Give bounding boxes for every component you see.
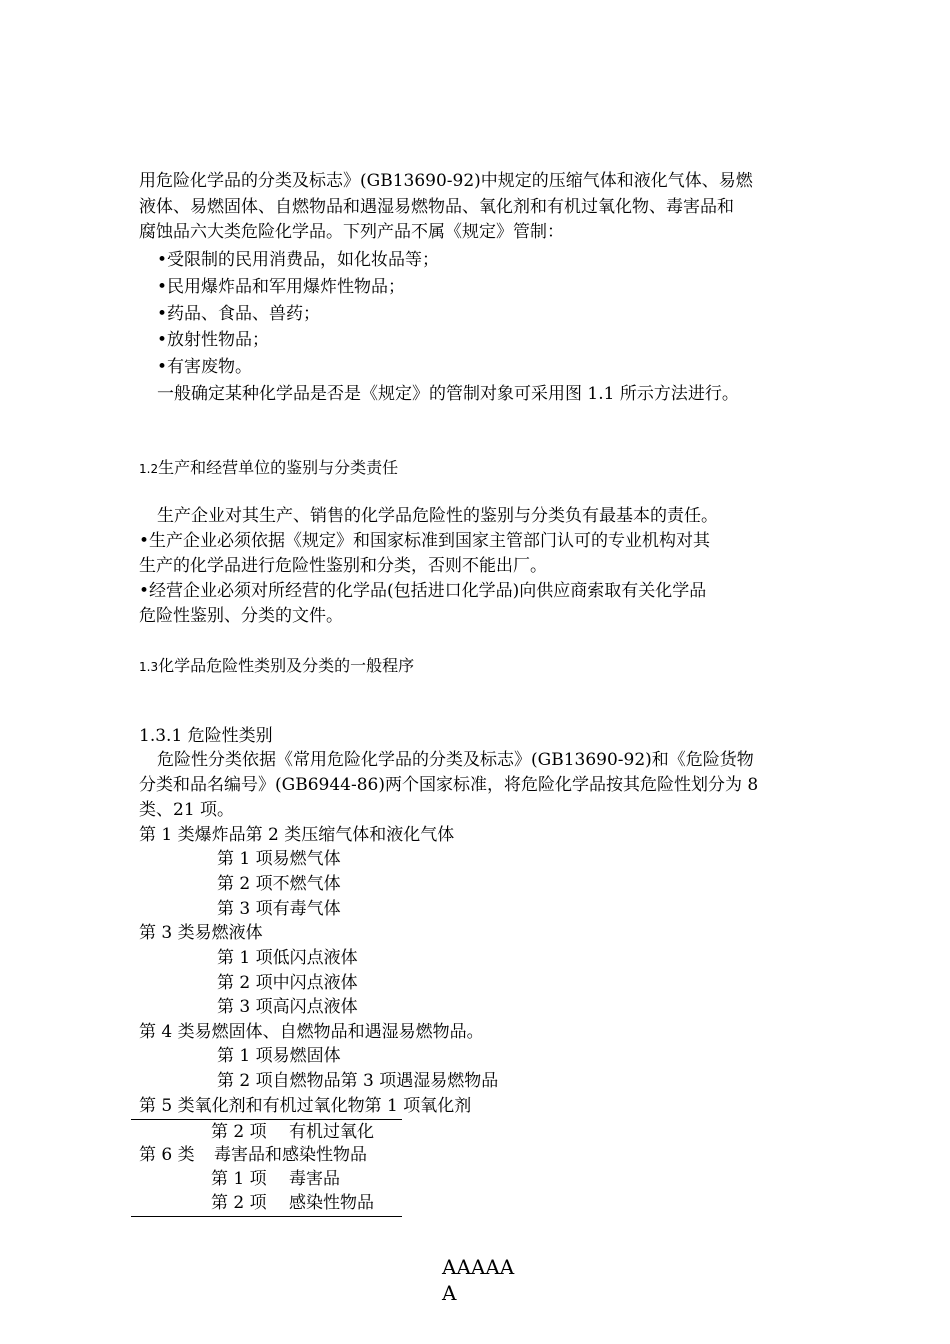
intro-line-2: 液体、易燃固体、自燃物品和遇湿易燃物品、氧化剂和有机过氧化物、毒害品和	[139, 197, 734, 217]
section-1-2-number: 1.2	[139, 462, 159, 476]
class-4-item-2-3: 第 2 项自燃物品第 3 项遇湿易燃物品	[217, 1071, 499, 1091]
class-6-item-2-name: 感染性物品	[289, 1193, 374, 1213]
exclusion-item-4: •放射性物品；	[157, 330, 270, 350]
class-6-name: 毒害品和感染性物品	[214, 1145, 367, 1165]
class-6-item-1-label: 第 1 项	[211, 1169, 267, 1189]
intro-line-3: 腐蚀品六大类危险化学品。下列产品不属《规定》管制：	[139, 222, 564, 242]
section-1-3-heading	[139, 655, 414, 678]
exclusion-item-5: •有害废物。	[157, 357, 253, 377]
exclusion-item-2: •民用爆炸品和军用爆炸性物品；	[157, 277, 406, 297]
method-text: 一般确定某种化学品是否是《规定》的管制对象可采用图 1.1 所示方法进行。	[157, 384, 739, 404]
class-2-item-3: 第 3 项有毒气体	[217, 899, 341, 919]
section-1-2-bullet-2-line-1: •经营企业必须对所经营的化学品(包括进口化学品)向供应商索取有关化学品	[139, 581, 707, 601]
exclusion-item-3: •药品、食品、兽药；	[157, 304, 321, 324]
section-1-2-bullet-1-line-1: •生产企业必须依据《规定》和国家标准到国家主管部门认可的专业机构对其	[139, 531, 711, 551]
footer-line-2: A	[442, 1281, 457, 1305]
section-1-2-title: 生产和经营单位的鉴别与分类责任	[158, 458, 399, 477]
section-1-3-1-para-line-3: 类、21 项。	[139, 800, 235, 820]
class-2-item-2: 第 2 项不燃气体	[217, 874, 341, 894]
section-1-2-bullet-1-line-2: 生产的化学品进行危险性鉴别和分类，否则不能出厂。	[139, 556, 547, 576]
class-1-2: 第 1 类爆炸品第 2 类压缩气体和液化气体	[139, 825, 455, 845]
section-1-3-title: 化学品危险性类别及分类的一般程序	[158, 656, 415, 675]
intro-line-1: 用危险化学品的分类及标志》(GB13690-92)中规定的压缩气体和液化气体、易燃	[139, 171, 753, 191]
section-1-3-1-para-line-1: 危险性分类依据《常用危险化学品的分类及标志》(GB13690-92)和《危险货物	[157, 750, 754, 770]
class-5-item-2-name: 有机过氧化	[289, 1122, 374, 1142]
exclusion-item-1: •受限制的民用消费品，如化妆品等；	[157, 250, 440, 270]
table-bottom-rule	[131, 1216, 402, 1217]
class-5-item-2-label: 第 2 项	[211, 1122, 267, 1142]
section-1-3-1-para-line-2: 分类和品名编号》(GB6944-86)两个国家标准，将危险化学品按其危险性划分为 8	[139, 775, 759, 795]
section-1-2-heading	[139, 457, 398, 480]
class-3: 第 3 类易燃液体	[139, 923, 263, 943]
section-1-3-number: 1.3	[139, 660, 159, 674]
class-6-label: 第 6 类	[139, 1145, 195, 1165]
class-5: 第 5 类氧化剂和有机过氧化物第 1 项氧化剂	[139, 1096, 472, 1116]
class-4: 第 4 类易燃固体、自燃物品和遇湿易燃物品。	[139, 1022, 484, 1042]
table-top-rule	[131, 1119, 402, 1120]
footer-line-1: AAAAA	[442, 1255, 515, 1279]
class-6-item-2-label: 第 2 项	[211, 1193, 267, 1213]
class-6-item-1-name: 毒害品	[289, 1169, 340, 1189]
class-3-item-1: 第 1 项低闪点液体	[217, 948, 358, 968]
class-3-item-3: 第 3 项高闪点液体	[217, 997, 358, 1017]
section-1-2-para: 生产企业对其生产、销售的化学品危险性的鉴别与分类负有最基本的责任。	[157, 506, 718, 526]
class-2-item-1: 第 1 项易燃气体	[217, 849, 341, 869]
class-3-item-2: 第 2 项中闪点液体	[217, 973, 358, 993]
section-1-2-bullet-2-line-2: 危险性鉴别、分类的文件。	[139, 606, 343, 626]
class-4-item-1: 第 1 项易燃固体	[217, 1046, 341, 1066]
section-1-3-1-title: 1.3.1 危险性类别	[139, 726, 273, 746]
